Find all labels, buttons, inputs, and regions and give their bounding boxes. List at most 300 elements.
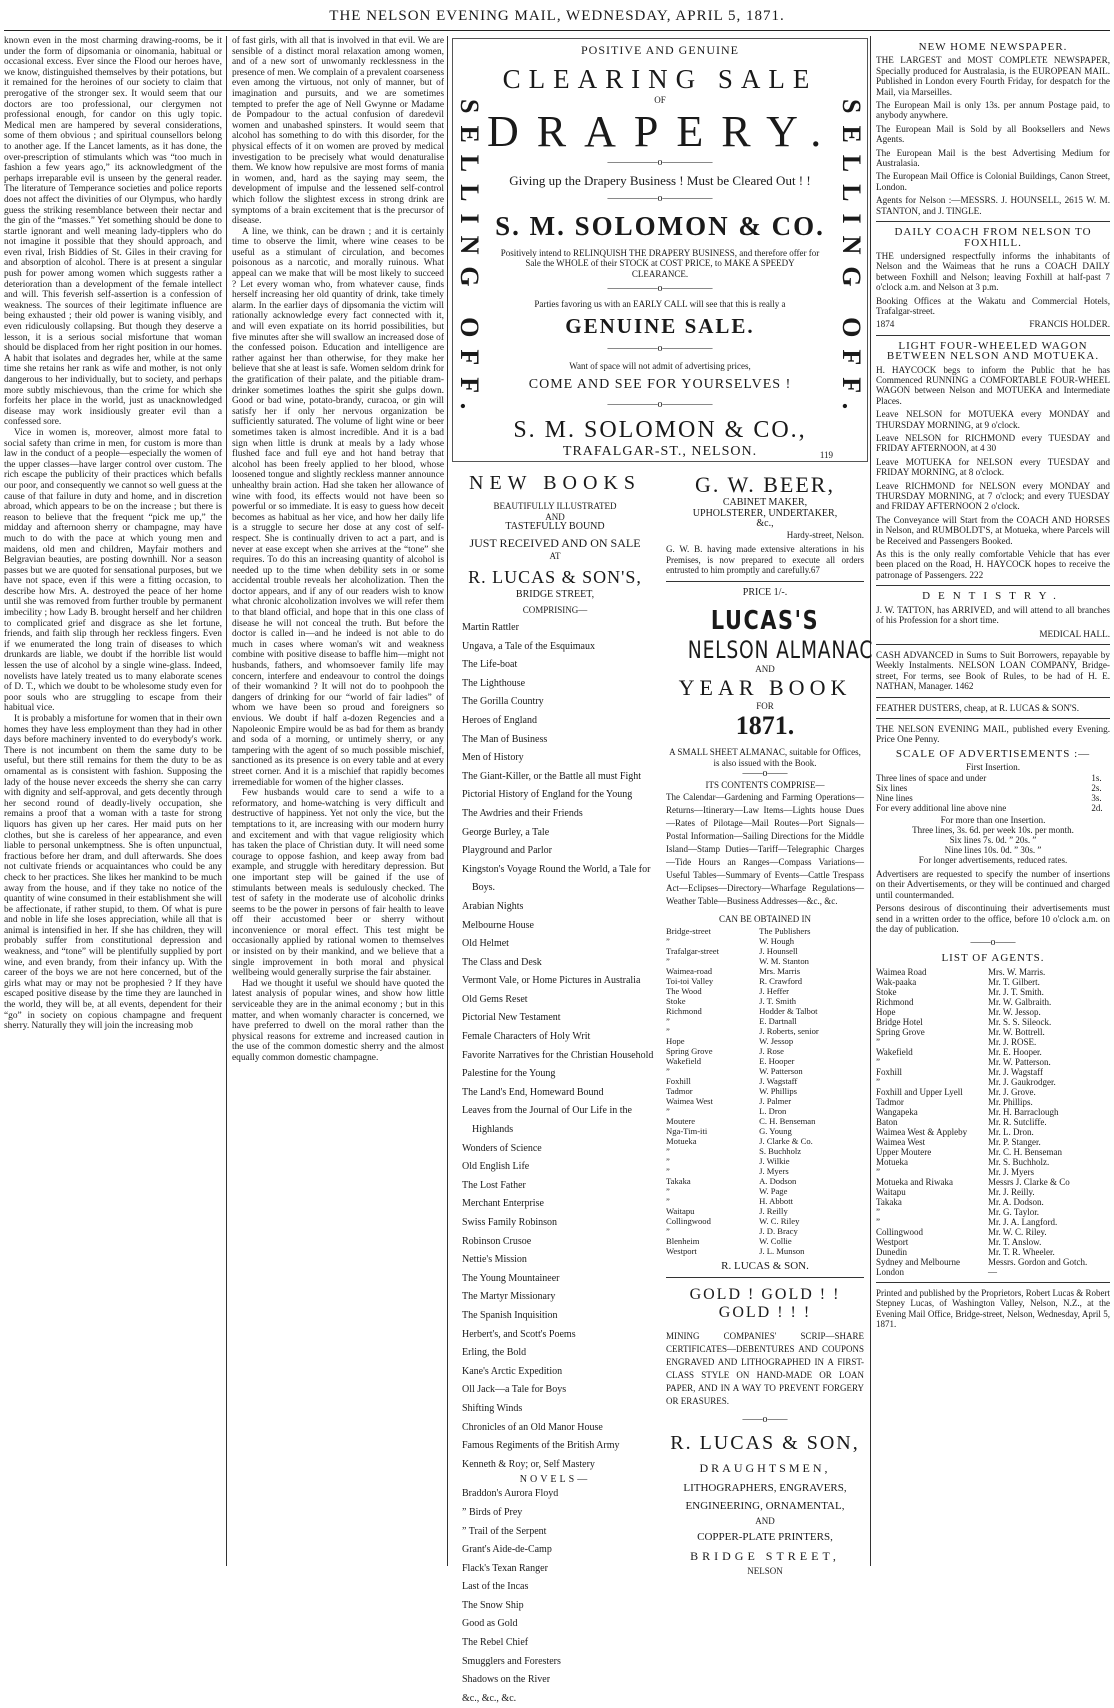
table-row (666, 1096, 864, 1106)
table-cell: W. Patterson (759, 1066, 803, 1076)
book-title: Old Gems Reset (462, 993, 528, 1005)
right-column-adverts (876, 38, 1110, 1566)
table-row (666, 1016, 864, 1026)
table-cell: W. Phillips (759, 1086, 797, 1096)
table-cell: Richmond (876, 996, 914, 1007)
divider (876, 718, 1110, 719)
ad-signature: MEDICAL HALL. (1039, 628, 1110, 639)
agents-table (876, 967, 1110, 1277)
book-title: Playground and Parlor (462, 845, 552, 857)
rates-table (876, 773, 1110, 813)
table-cell: S. Buchholz (759, 1146, 802, 1156)
table-cell: Mr. S. S. Sileock. (988, 1016, 1052, 1027)
book-title: ” Trail of the Serpent (462, 1525, 547, 1537)
table-cell: Wakefield (876, 1046, 913, 1057)
table-row (666, 1136, 864, 1146)
table-row (876, 1047, 1110, 1057)
table-row (876, 987, 1110, 997)
table-row (876, 1067, 1110, 1077)
table-cell: Mr. C. H. Benseman (988, 1146, 1062, 1157)
table-cell: ” (666, 1026, 670, 1036)
table-row (666, 1206, 864, 1216)
table-cell: Bridge Hotel (876, 1016, 923, 1027)
firm-name: S. M. SOLOMON & CO. (495, 210, 825, 241)
book-title: Arabian Nights (462, 900, 524, 912)
divider (666, 1277, 864, 1278)
table-cell: Mr. J. Gaukrodger. (988, 1076, 1056, 1087)
book-title: Braddon's Aurora Floyd (462, 1488, 559, 1500)
table-cell: Mr. J. Reilly. (988, 1186, 1035, 1197)
book-title: The Giant-Killer, or the Battle all must Fight (462, 770, 642, 782)
table-cell: Moutere (666, 1116, 696, 1126)
divider: —————o————— (607, 399, 713, 410)
book-title: Good as Gold (462, 1618, 518, 1630)
book-title: Wonders of Science (462, 1142, 542, 1154)
ad-body: MINING COMPANIES' SCRIP—SHARE CERTIFICATES—DEBENTURES AND COUPONS ENGRAVED AND LITHOGRAPHED IN A FIRST-CLASS STYLE ON HAND-MADE OR LOAN PAPER, AND IN A WAY TO PREVENT FORGERY OR ERASURES. (666, 1331, 864, 1406)
ad-body: Leave NELSON for RICHMOND every TUESDAY and FRIDAY AFTERNOON, at 4 30 (876, 433, 1110, 454)
book-title: The Life-boat (462, 659, 518, 671)
ad-line: Giving up the Drapery Business ! Must be Cleared Out ! ! (509, 172, 811, 188)
divider: ——o—— (742, 1414, 788, 1425)
book-title: Smugglers and Foresters (462, 1655, 561, 1667)
table-row (666, 1006, 864, 1016)
ad-headline: DRAPERY. (487, 106, 840, 156)
book-title: Palestine for the Young (462, 1068, 556, 1080)
table-cell: Mr. T. R. Wheeler. (988, 1246, 1055, 1257)
table-cell: Mr. J. Wagstaff (988, 1066, 1043, 1077)
book-list (452, 619, 658, 1474)
table-cell: ” (666, 1106, 670, 1116)
table-cell: Mr. J. T. Smith. (988, 986, 1044, 997)
table-cell: ” (876, 1206, 880, 1217)
address: BRIDGE STREET, (690, 1548, 840, 1563)
divider: —————o————— (607, 192, 713, 204)
table-cell: Spring Grove (876, 1026, 925, 1037)
ad-line: COMPRISING— (522, 604, 588, 615)
ad-body: The Calendar—Gardening and Farming Operations—Returns—Itinerary—Law Items—Lights house Dues—Rates of Pilotage—Mail Routes—Port Signals—Postal Information—Sailing Directions for the Middle Island—Stamp Duties—Tariff—Telegraphic Charges—Tide Hours an Ranges—Compass Variations—Useful Tables—Summary of Events—Cattle Trespass Act—Eclipses—Directory—Wharfage Regulations—Weather Table—Business Addresses—&c., &c. (666, 791, 864, 906)
table-row (876, 1177, 1110, 1187)
column-rule (226, 36, 227, 1566)
ad-body: The Conveyance will Start from the COACH AND HORSES in Nelson, and RUMBOLDT'S, at Motueka, where Parcels will be Received and Passengers Booked. (876, 514, 1110, 546)
table-cell: R. Crawford (759, 976, 803, 986)
table-row (666, 996, 864, 1006)
book-title: Merchant Enterprise (462, 1198, 544, 1210)
divider (876, 697, 1110, 698)
table-row (666, 936, 864, 946)
ad-line: OF (654, 95, 666, 105)
ad-body: H. HAYCOCK begs to inform the Public that he has Commenced RUNNING a COMFORTABLE FOUR-WHEEL WAGON between Nelson and MOTUEKA and Intermediate Places. (876, 364, 1110, 406)
book-title: Kane's Arctic Expedition (462, 1365, 563, 1377)
table-cell: E. Dartnall (759, 1016, 797, 1026)
book-title: The Awdries and their Friends (462, 807, 583, 819)
table-cell: ” (666, 1066, 670, 1076)
ad-body: Advertisers are requested to specify the number of insertions on their Advertisements, or they will be continued and charged until countermanded. (876, 868, 1110, 900)
book-title: Melbourne House (462, 919, 534, 931)
table-row (876, 1147, 1110, 1157)
table-cell: Takaka (876, 1196, 902, 1207)
table-cell: J. Wagstaff (759, 1076, 798, 1086)
ad-body: CASH ADVANCED in Sums to Suit Borrowers, repayable by Weekly Instalments. NELSON LOAN COMPANY, Bridge-street, For terms, see Book of Rules, to be had of H. E. NATHAN, Manager. 1462 (876, 649, 1110, 692)
book-title: The Land's End, Homeward Bound (462, 1086, 604, 1098)
price: PRICE 1/-. (742, 586, 788, 598)
article-column-1 (4, 36, 222, 1566)
table-cell: Wangapeka (876, 1106, 918, 1117)
ad-line: FOR (756, 700, 774, 711)
table-cell: Waitapu (666, 1206, 695, 1216)
table-cell: J. D. Bracy (759, 1226, 798, 1236)
table-cell: ” (876, 1076, 880, 1087)
table-cell: For every additional line above nine (876, 802, 1007, 813)
divider: —————o————— (607, 156, 713, 168)
masthead: THE NELSON EVENING MAIL, WEDNESDAY, APRIL 5, 1871. (329, 8, 785, 24)
table-cell: Mr. R. Sutcliffe. (988, 1116, 1047, 1127)
ad-headline: LIGHT FOUR-WHEELED WAGON BETWEEN NELSON AND MOTUEKA. (886, 339, 1100, 363)
signature: FRANCIS HOLDER. (1029, 319, 1110, 330)
table-cell: Sydney and Melbourne (876, 1256, 960, 1267)
ad-body: Leave MOTUEKA for NELSON every TUESDAY and FRIDAY MORNING, at 8 o'clock. (876, 456, 1110, 478)
table-cell: Wakefield (666, 1056, 702, 1066)
table-row (666, 976, 864, 986)
divider (876, 335, 1110, 336)
table-cell: Messrs J. Clarke & Co (988, 1176, 1070, 1187)
table-cell: J. Rose (759, 1046, 784, 1056)
table-row (876, 793, 1110, 803)
table-cell: Hodder & Talbot (759, 1006, 818, 1016)
firm-name: G. W. BEER, (695, 472, 835, 497)
book-title: Grant's Aide-de-Camp (462, 1544, 552, 1556)
table-cell: Spring Grove (666, 1046, 713, 1056)
table-cell: Nga-Tim-iti (666, 1126, 708, 1136)
table-row (876, 1237, 1110, 1247)
table-cell: 1s. (1091, 772, 1102, 783)
table-row (666, 1066, 864, 1076)
table-cell: E. Hooper (759, 1056, 795, 1066)
book-title: The Snow Ship (462, 1599, 524, 1611)
firm-name: S. M. SOLOMON & CO., (513, 417, 807, 443)
table-cell: The Publishers (759, 926, 811, 936)
table-cell: J. Reilly (759, 1206, 788, 1216)
table-cell: Three lines of space and under (876, 772, 987, 783)
table-cell: Nine lines 10s. 0d. ” 30s. ” (944, 844, 1042, 855)
address: Hardy-street, Nelson. (786, 529, 864, 540)
table-cell: L. Dron (759, 1106, 787, 1116)
ad-headline: NEW BOOKS (469, 472, 641, 494)
ad-line: First Insertion. (965, 762, 1021, 773)
ad-headline: LIST OF AGENTS. (941, 952, 1045, 965)
table-cell: Collingwood (876, 1226, 924, 1237)
table-cell: Mr. J. Myers (988, 1166, 1035, 1177)
table-cell: Motueka (666, 1136, 697, 1146)
book-title: Pictorial History of England for the Young (462, 789, 633, 801)
book-title: Old Helmet (462, 938, 509, 950)
ad-headline: CLEARING SALE (502, 64, 818, 94)
ad-line: COME AND SEE FOR YOURSELVES ! (528, 377, 792, 392)
book-title: The Class and Desk (462, 956, 542, 968)
book-title: Martin Rattler (462, 622, 519, 633)
table-cell: The Wood (666, 986, 702, 996)
table-cell: Wak-paaka (876, 976, 917, 987)
divider (876, 585, 1110, 586)
ad-headline: GOLD ! GOLD ! ! GOLD ! ! ! (689, 1286, 841, 1321)
book-title: Oll Jack—a Tale for Boys (462, 1384, 567, 1396)
table-row (876, 1257, 1110, 1267)
table-cell: J. L. Munson (759, 1246, 805, 1256)
ad-body: The European Mail is only 13s. per annum Postage paid, to anybody anywhere. (876, 100, 1110, 121)
table-row (876, 835, 1110, 845)
table-cell: Trafalgar-street (666, 946, 719, 956)
table-cell: Baton (876, 1116, 898, 1127)
table-cell: Waimea West (666, 1096, 713, 1106)
rates-table (876, 825, 1110, 865)
table-row (876, 773, 1110, 783)
table-cell: Tadmor (666, 1086, 693, 1096)
table-row (876, 1207, 1110, 1217)
book-title: The Lost Father (462, 1179, 526, 1191)
table-cell: Stoke (666, 996, 686, 1006)
table-cell: ” (666, 936, 670, 946)
book-title: Female Characters of Holy Writ (462, 1031, 591, 1043)
table-row (876, 855, 1110, 865)
solomon-advert (452, 38, 868, 462)
ad-line: TASTEFULLY BOUND (505, 521, 605, 532)
ad-headline: NELSON ALMANAC (687, 636, 874, 664)
ad-headline: GENUINE SALE. (565, 313, 755, 338)
table-cell: Collingwood (666, 1216, 711, 1226)
table-cell: ” (666, 1016, 670, 1026)
ad-line: JUST RECEIVED AND ON SALE (469, 535, 641, 550)
table-cell: Mr. J. A. Langford. (988, 1216, 1058, 1227)
table-cell: Waimea West (876, 1136, 926, 1147)
book-title: Shadows on the River (462, 1674, 551, 1686)
table-cell: — (988, 1266, 997, 1277)
book-title: Shifting Winds (462, 1402, 523, 1414)
ad-body: Leave NELSON for MOTUEKA every MONDAY and THURSDAY MORNING, at 9 o'clock. (876, 409, 1110, 430)
table-row (876, 1157, 1110, 1167)
table-row (666, 986, 864, 996)
ad-body: Agents for Nelson :—MESSRS. J. HOUNSELL, 2615 W. M. STANTON, and J. TINGLE. (876, 195, 1110, 216)
table-row (666, 1146, 864, 1156)
table-cell: W. C. Riley (759, 1216, 800, 1226)
ad-line: CABINET MAKER, UPHOLSTERER, UNDERTAKER, &c., (692, 497, 838, 529)
table-row (666, 926, 864, 936)
table-cell: C. H. Benseman (759, 1116, 816, 1126)
table-row (666, 966, 864, 976)
table-row (666, 1196, 864, 1206)
table-cell: ” (666, 1226, 670, 1236)
table-cell: Mr. G. Taylor. (988, 1206, 1039, 1217)
table-row (876, 1167, 1110, 1177)
address: BRIDGE STREET, (515, 589, 595, 600)
address: NELSON (747, 1565, 783, 1576)
book-title: Robinson Crusoe (462, 1235, 532, 1247)
table-row (876, 1097, 1110, 1107)
table-row (666, 1056, 864, 1066)
ad-body: G. W. B. having made extensive alterations in his Premises, is now prepared to execute all orders entrusted to him promptly and carefully.67 (666, 544, 864, 575)
table-row (876, 1087, 1110, 1097)
table-cell: Foxhill (666, 1076, 691, 1086)
table-cell: Waimea West & Appleby (876, 1126, 968, 1137)
almanac-agents-table (666, 926, 864, 1256)
book-title: Old English Life (462, 1161, 530, 1173)
table-cell: ” (666, 1156, 670, 1166)
table-cell: Richmond (666, 1006, 702, 1016)
table-row (666, 1126, 864, 1136)
table-row (876, 997, 1110, 1007)
ad-body: Persons desirous of discontinuing their advertisements must send in a written order to the office, before 10 o'clock a.m. on the day of publication. (876, 903, 1110, 934)
table-row (666, 1086, 864, 1096)
article-paragraph: Had we thought it useful we should have quoted the latest analysis of popular wines, and show how little serviceable they are in the animal economy ; but in this matter, and when womanly character is concerned, we have preferred to dwell on the moral rather than the physical reasons for extreme and increased caution in the use of the common domestic sherry and the almost equally common domestic champagne. (232, 978, 444, 1063)
table-cell: Dunedin (876, 1246, 907, 1257)
book-title: Nettie's Mission (462, 1254, 527, 1266)
book-title: ” Birds of Prey (462, 1506, 523, 1518)
table-cell: Stoke (876, 986, 897, 997)
table-row (876, 1187, 1110, 1197)
ad-line: POSITIVE AND GENUINE (581, 43, 739, 57)
table-cell: Mr. W. Jessop. (988, 1006, 1041, 1017)
book-title: Kingston's Voyage Round the World, a Tale for Boys. (462, 863, 651, 894)
table-cell: London (876, 1266, 904, 1277)
table-cell: Mr. W. Bottrell. (988, 1026, 1045, 1037)
table-cell: H. Abbott (759, 1196, 793, 1206)
article-paragraph: of fast girls, with all that is involved in that evil. We are sensible of a distinct moral relaxation among women, and of a new sort of unwomanly recklessness in the presence of men. We complain of a prevalent coarseness even among the virtuous, not only of manner, but of imagination and pursuits, and we are sometimes tempted to prefer the age of Nell Gwynne or Madame de Pompadour to the actual confusion of daredevil women and unabashed spinsters. It would seem that alcohol has something to do with this disorder, for the physical effects of it on women are proved by medical investigation to be precisely what would denaturalise them. We know how repulsive are most forms of mania in women, and, hard as the saying may seem, the development of impulse and the lessened self-control which follow the slightest excess in strong drink are symptoms of a brain excitement that is the precursor of disease. (232, 36, 444, 227)
ad-line: CAN BE OBTAINED IN (718, 913, 812, 924)
ad-headline: DENTISTRY. (922, 590, 1064, 603)
table-cell: Waimea-road (666, 966, 713, 976)
table-row (876, 1137, 1110, 1147)
table-cell: ” (666, 1186, 670, 1196)
table-cell: Mrs. Marris (759, 966, 801, 976)
book-title: Men of History (462, 752, 524, 764)
table-cell: Mr. W. Patterson. (988, 1056, 1051, 1067)
divider (876, 221, 1110, 222)
table-row (666, 1226, 864, 1236)
ad-line: LITHOGRAPHERS, ENGRAVERS, (683, 1482, 847, 1494)
divider: ——o—— (742, 768, 788, 779)
article-paragraph: Vice in women is, moreover, almost more fatal to social safety than crime in men, for custom is more than law in the conduct of a people—especially the women of the upper classes—have larger control over custom. The rich escape the publicity of their practices which befalls our poor, and consequently we cannot so well guess at the cause of that failure in duty and home, and in discretion abroad, which appears to be on the increase ; but there is reason to believe that the frequent “pick me up,” the midday and afternoon sherry or champagne, may have much to do with the pace at which young men and maidens, old men and children, Mayfair mothers and Belgravian beauties, are posting downhill. Nor a season passes but we are quoted for sensational purposes, but we have not space, even if this were a fitting occasion, to describe how Mrs. A. destroyed the peace of her home until she was removed from further trouble by permanent imbecility ; how Lady B. brought herself and her children to complicated grief and disgrace as she let fortune, friends, and faith slip through her reckless fingers. Even if we enumerated the long train of diseases to which drunkards are liable, we doubt if the horrible list would lessen the use of alcohol by a single wine-glass. Indeed, novelists have lately treated us to many elaborate scenes of D. T., which we doubt to be wholesome study even for poor souls who are struggling to escape from their habitual vice. (4, 427, 222, 714)
ad-headline: LUCAS'S (710, 606, 820, 636)
table-row (876, 1127, 1110, 1137)
book-title: The Young Mountaineer (462, 1272, 560, 1284)
ad-signature (876, 319, 1110, 329)
ad-body: J. W. TATTON, has ARRIVED, and will attend to all branches of his Profession for a short time. (876, 604, 1110, 626)
selling-off-right: SELLING OFF. (837, 99, 866, 422)
ad-headline: DAILY COACH FROM NELSON TO FOXHILL. (894, 226, 1092, 249)
ad-line: COPPER-PLATE PRINTERS, (697, 1530, 833, 1543)
column-rule (870, 36, 871, 1566)
firm-name: R. LUCAS & SON. (721, 1260, 809, 1272)
table-row (876, 1247, 1110, 1257)
table-cell: A. Dodson (759, 1176, 797, 1186)
divider (876, 644, 1110, 645)
table-cell: Three lines, 3s. 6d. per week 10s. per month. (912, 824, 1074, 835)
ad-body: As this is the only really comfortable Vehicle that has ever been placed on the Road, H. HAYCOCK hopes to receive the patronage of Passengers. 222 (876, 549, 1110, 580)
table-row (876, 845, 1110, 855)
ad-line: NOVELS— (519, 1474, 591, 1486)
ad-number: 1874 (876, 319, 895, 330)
table-cell: ” (666, 1196, 670, 1206)
table-cell: Mr. Phillips. (988, 1096, 1033, 1107)
ad-body: The European Mail is Sold by all Booksellers and News Agents. (876, 123, 1110, 145)
table-row (876, 1027, 1110, 1037)
table-cell: Mr. W. C. Riley. (988, 1226, 1047, 1237)
table-cell: Blenheim (666, 1236, 700, 1246)
ad-line: AND (545, 511, 565, 522)
book-title: Leaves from the Journal of Our Life in the Highlands (462, 1105, 632, 1136)
table-cell: J. Myers (759, 1166, 789, 1176)
table-cell: Nine lines (876, 792, 913, 803)
table-cell: Mr. T. Gilbert. (988, 976, 1040, 987)
table-cell: Westport (666, 1246, 697, 1256)
book-title: Herbert's, and Scott's Poems (462, 1328, 576, 1340)
ad-line: A SMALL SHEET ALMANAC, suitable for Offices, is also issued with the Book. (669, 747, 861, 768)
table-cell: ” (666, 1146, 670, 1156)
book-title: Erling, the Bold (462, 1347, 527, 1359)
table-cell: ” (876, 1166, 880, 1177)
book-title: Ungava, a Tale of the Esquimaux (462, 640, 595, 652)
table-cell: Tadmor (876, 1096, 904, 1107)
book-title: George Burley, a Tale (462, 826, 550, 838)
table-row (876, 1227, 1110, 1237)
table-cell: W. Page (759, 1186, 788, 1196)
book-title: The Gorilla Country (462, 696, 544, 708)
book-title: The Lighthouse (462, 677, 526, 689)
table-row (876, 1217, 1110, 1227)
table-cell: 2s. (1091, 782, 1102, 793)
table-row (876, 783, 1110, 793)
table-cell: ” (666, 956, 670, 966)
book-title: The Man of Business (462, 733, 548, 745)
table-cell: Mr. S. Buchholz. (988, 1156, 1050, 1167)
table-cell: W. M. Stanton (759, 956, 809, 966)
table-cell: Mr. A. Dodson. (988, 1196, 1044, 1207)
column-rule (447, 36, 448, 1566)
table-cell: ” (666, 1166, 670, 1176)
table-cell: Motueka (876, 1156, 908, 1167)
ad-headline: YEAR BOOK (678, 674, 852, 700)
table-row (876, 825, 1110, 835)
table-cell: Takaka (666, 1176, 691, 1186)
year: 1871. (735, 711, 795, 740)
beer-and-almanac-column (666, 468, 874, 1576)
table-cell: Waitapu (876, 1186, 906, 1197)
table-row (876, 967, 1110, 977)
table-cell: Mrs. W. Marris. (988, 966, 1046, 977)
ad-body: The European Mail Office is Colonial Buildings, Canon Street, London. (876, 171, 1110, 192)
book-title: Famous Regiments of the British Army (462, 1440, 620, 1452)
book-title: Vermont Vale, or Home Pictures in Australia (462, 975, 641, 987)
ad-headline: SCALE OF ADVERTISEMENTS :— (895, 747, 1091, 760)
table-row (666, 1026, 864, 1036)
table-cell: J. T. Smith (759, 996, 797, 1006)
table-cell: Mr. W. Galbraith. (988, 996, 1052, 1007)
divider: —————o————— (607, 283, 713, 294)
divider: ——o—— (970, 937, 1016, 949)
table-cell: 2d. (1091, 802, 1103, 813)
book-title: Favorite Narratives for the Christian Household (462, 1049, 654, 1061)
book-title: The Spanish Inquisition (462, 1309, 558, 1321)
table-cell: J. Hounsell (759, 946, 798, 956)
table-cell: Upper Moutere (876, 1146, 932, 1157)
table-row (666, 1186, 864, 1196)
book-title: Flack's Texan Ranger (462, 1562, 548, 1574)
novel-list (452, 1485, 658, 1708)
ad-line: AT (549, 550, 561, 561)
ad-line: Positively intend to RELINQUISH THE DRAPERY BUSINESS, and therefore offer for Sale the WHOLE of their STOCK at COST PRICE, to MAKE A SPEEDY CLEARANCE. (500, 247, 820, 279)
table-cell: Six lines (876, 782, 908, 793)
ad-number: 119 (819, 450, 833, 460)
table-row (666, 1246, 864, 1256)
book-title: The Rebel Chief (462, 1637, 529, 1649)
